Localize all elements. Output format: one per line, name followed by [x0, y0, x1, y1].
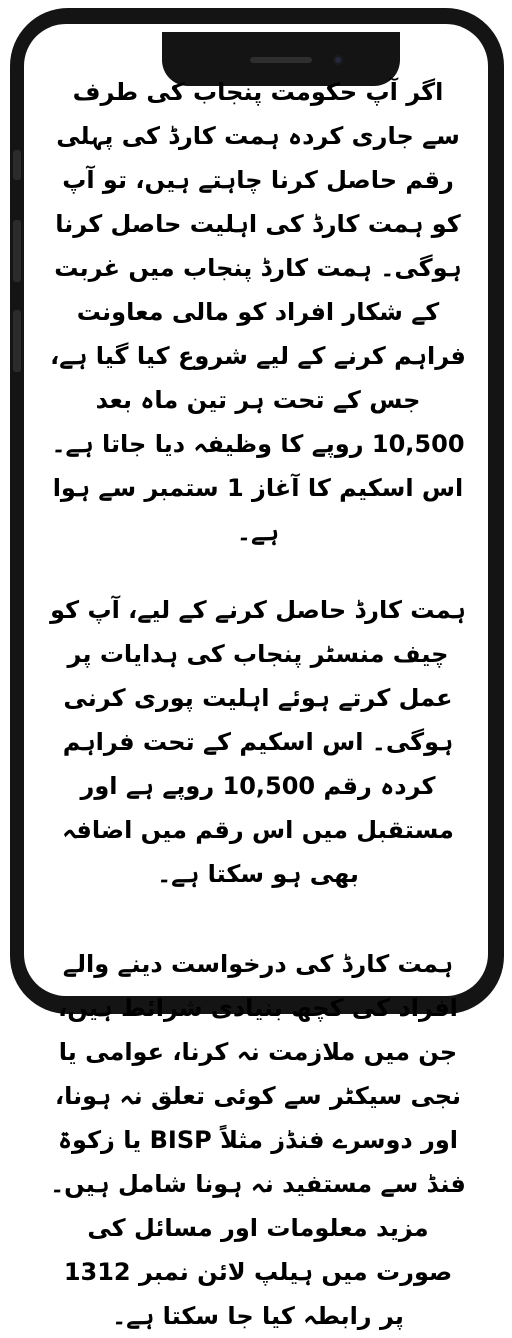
speaker-grille [250, 57, 312, 63]
article-paragraph-2: ہمت کارڈ حاصل کرنے کے لیے، آپ کو چیف منسٹر پنجاب کی ہدایات پر عمل کرتے ہوئے اہلیت پوری کرنی ہوگی۔ اس اسکیم کے تحت فراہم کردہ رقم 10,500 روپے ہے اور مستقبل میں اس رقم میں اضافہ بھی ہو سکتا ہے۔ [50, 596, 466, 888]
article-body [50, 70, 466, 1338]
camera-icon [333, 55, 343, 65]
article-paragraph-3: ہمت کارڈ کی درخواست دینے والے افراد کی کچھ بنیادی شرائط ہیں، جن میں ملازمت نہ کرنا، عوامی یا نجی سیکٹر سے کوئی تعلق نہ ہونا، اور دوسرے فنڈز مثلاً BISP یا زکوۃ فنڈ سے مستفید نہ ہونا شامل ہیں۔ مزید معلومات اور مسائل کی صورت میں ہیلپ لائن نمبر 1312 پر رابطہ کیا جا سکتا ہے۔ [50, 950, 466, 1330]
article-paragraph-1: اگر آپ حکومت پنجاب کی طرف سے جاری کردہ ہمت کارڈ کی پہلی رقم حاصل کرنا چاہتے ہیں، تو آپ کو ہمت کارڈ کی اہلیت حاصل کرنا ہوگی۔ ہمت کارڈ پنجاب میں غربت کے شکار افراد کو مالی معاونت فراہم کرنے کے لیے شروع کیا گیا ہے، جس کے تحت ہر تین ماہ بعد 10,500 روپے کا وظیفہ دیا جاتا ہے۔ اس اسکیم کا آغاز 1 ستمبر سے ہوا ہے۔ [50, 78, 466, 546]
mute-switch [13, 150, 21, 180]
volume-down-button [13, 310, 21, 372]
volume-up-button [13, 220, 21, 282]
